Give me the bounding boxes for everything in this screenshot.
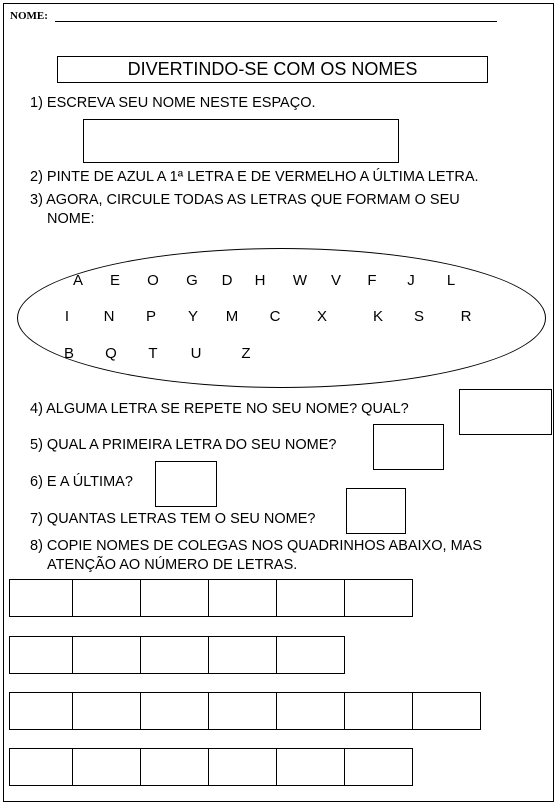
name-line[interactable]	[55, 21, 497, 22]
letter-d[interactable]: D	[221, 272, 233, 289]
letter-e[interactable]: E	[109, 272, 121, 289]
letter-t[interactable]: T	[148, 345, 158, 362]
question-6: 6) E A ÚLTIMA?	[30, 474, 133, 490]
letter-cell[interactable]	[276, 636, 345, 674]
letter-cell[interactable]	[344, 579, 413, 617]
name-answer-box[interactable]	[83, 119, 399, 163]
letter-cell[interactable]	[140, 748, 209, 786]
letter-o[interactable]: O	[147, 272, 159, 289]
letter-cell[interactable]	[208, 748, 277, 786]
grid-row	[9, 692, 480, 730]
letter-k[interactable]: K	[372, 308, 384, 325]
question-3-continued: NOME:	[47, 211, 95, 227]
letter-cell[interactable]	[412, 692, 481, 730]
grid-row	[9, 579, 412, 617]
question-2: 2) PINTE DE AZUL A 1ª LETRA E DE VERMELHO A ÚLTIMA LETRA.	[30, 169, 479, 185]
letter-u[interactable]: U	[190, 345, 202, 362]
letter-p[interactable]: P	[145, 308, 157, 325]
letter-c[interactable]: C	[269, 308, 281, 325]
letter-cell[interactable]	[344, 748, 413, 786]
letter-i[interactable]: I	[64, 308, 70, 325]
letter-cell[interactable]	[276, 579, 345, 617]
letter-cell[interactable]	[140, 636, 209, 674]
grid-row	[9, 748, 412, 786]
letter-w[interactable]: W	[292, 272, 308, 289]
letter-cell[interactable]	[72, 748, 141, 786]
letter-count-box[interactable]	[346, 488, 406, 534]
letter-cell[interactable]	[72, 579, 141, 617]
letter-cell[interactable]	[72, 636, 141, 674]
letter-n[interactable]: N	[103, 308, 115, 325]
letter-cell[interactable]	[344, 692, 413, 730]
letter-cell[interactable]	[276, 748, 345, 786]
letter-x[interactable]: X	[316, 308, 328, 325]
letter-cell[interactable]	[208, 579, 277, 617]
question-3: 3) AGORA, CIRCULE TODAS AS LETRAS QUE FORMAM O SEU	[30, 192, 460, 208]
letter-v[interactable]: V	[330, 272, 342, 289]
question-5: 5) QUAL A PRIMEIRA LETRA DO SEU NOME?	[30, 437, 337, 453]
question-4: 4) ALGUMA LETRA SE REPETE NO SEU NOME? QUAL?	[30, 401, 409, 417]
letter-g[interactable]: G	[186, 272, 198, 289]
letter-cell[interactable]	[140, 579, 209, 617]
letter-m[interactable]: M	[225, 308, 239, 325]
letter-l[interactable]: L	[446, 272, 456, 289]
letter-j[interactable]: J	[407, 272, 415, 289]
question-8: 8) COPIE NOMES DE COLEGAS NOS QUADRINHOS ABAIXO, MAS	[30, 538, 483, 554]
letter-h[interactable]: H	[254, 272, 266, 289]
repeat-letter-box[interactable]	[459, 389, 552, 435]
letter-cell[interactable]	[140, 692, 209, 730]
name-label: NOME:	[10, 10, 48, 22]
grid-row	[9, 636, 344, 674]
first-letter-box[interactable]	[373, 424, 444, 470]
letter-b[interactable]: B	[63, 345, 75, 362]
letter-cell[interactable]	[208, 692, 277, 730]
question-8-continued: ATENÇÃO AO NÚMERO DE LETRAS.	[47, 557, 298, 573]
letter-q[interactable]: Q	[105, 345, 117, 362]
question-1: 1) ESCREVA SEU NOME NESTE ESPAÇO.	[30, 95, 316, 111]
page-title: DIVERTINDO-SE COM OS NOMES	[57, 56, 488, 83]
letter-cell[interactable]	[276, 692, 345, 730]
letter-r[interactable]: R	[460, 308, 472, 325]
letter-cell[interactable]	[9, 636, 73, 674]
letter-y[interactable]: Y	[187, 308, 199, 325]
letter-cell[interactable]	[9, 579, 73, 617]
letter-cell[interactable]	[9, 692, 73, 730]
letter-cell[interactable]	[208, 636, 277, 674]
last-letter-box[interactable]	[155, 461, 217, 507]
question-7: 7) QUANTAS LETRAS TEM O SEU NOME?	[30, 511, 316, 527]
letter-cell[interactable]	[9, 748, 73, 786]
letter-a[interactable]: A	[72, 272, 84, 289]
letter-f[interactable]: F	[367, 272, 377, 289]
letter-z[interactable]: Z	[241, 345, 251, 362]
letter-s[interactable]: S	[413, 308, 425, 325]
letter-cell[interactable]	[72, 692, 141, 730]
